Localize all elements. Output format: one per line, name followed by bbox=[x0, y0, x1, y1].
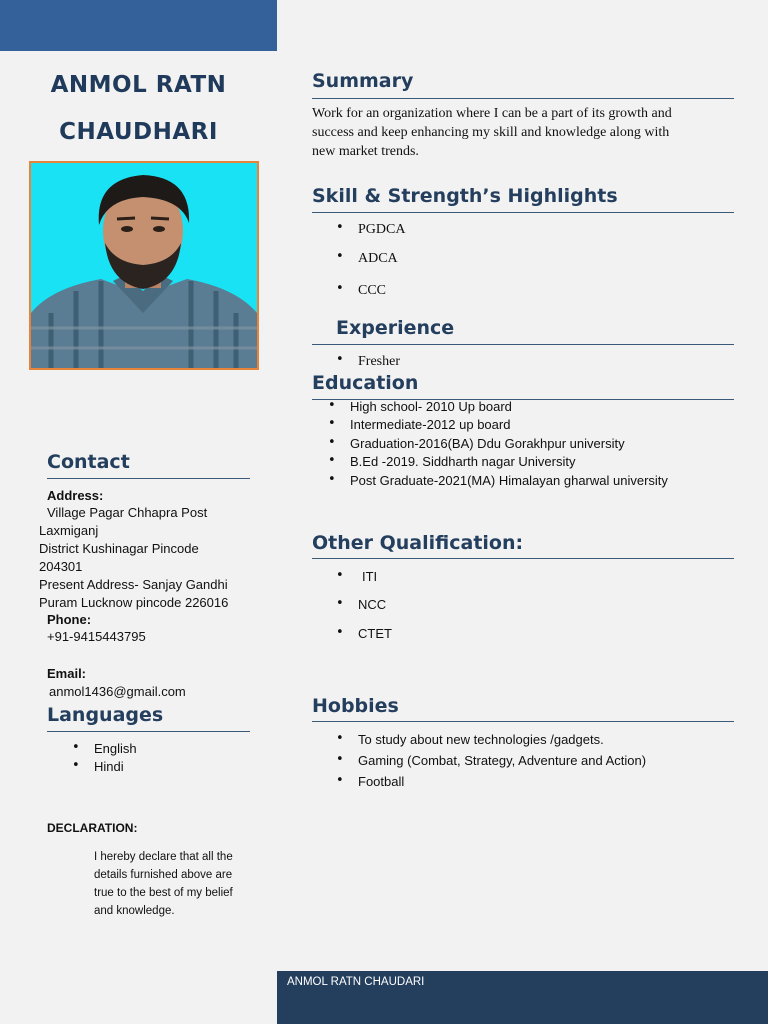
experience-heading: Experience bbox=[336, 317, 455, 339]
profile-photo-illustration bbox=[31, 163, 257, 368]
last-name: CHAUDHARI bbox=[59, 119, 218, 145]
languages-heading: Languages bbox=[47, 704, 164, 726]
qualification-item: ITI bbox=[362, 569, 378, 584]
experience-item: Fresher bbox=[358, 354, 400, 369]
bullet-icon: • bbox=[328, 435, 336, 450]
email-value: anmol1436@gmail.com bbox=[49, 684, 186, 699]
bullet-icon: • bbox=[328, 416, 336, 431]
qualification-item: NCC bbox=[358, 597, 387, 612]
address-line: District Kushinagar Pincode bbox=[39, 541, 199, 556]
education-item: Graduation-2016(BA) Ddu Gorakhpur university bbox=[350, 436, 625, 451]
bullet-icon: • bbox=[336, 625, 344, 640]
footer-name: ANMOL RATN CHAUDARI bbox=[287, 976, 425, 988]
phone-value: +91-9415443795 bbox=[47, 629, 146, 644]
language-item: English bbox=[94, 741, 137, 756]
declaration-line: true to the best of my belief bbox=[94, 887, 233, 899]
skill-item: PGDCA bbox=[358, 222, 406, 237]
bullet-icon: • bbox=[336, 731, 344, 746]
bullet-icon: • bbox=[328, 453, 336, 468]
skill-item: ADCA bbox=[358, 251, 398, 266]
skill-item: CCC bbox=[358, 283, 387, 298]
qualification-item: CTET bbox=[358, 626, 392, 641]
summary-line: success and keep enhancing my skill and knowledge along with bbox=[312, 125, 670, 140]
address-label: Address: bbox=[47, 488, 104, 503]
skills-divider bbox=[312, 212, 734, 213]
address-line: Present Address- Sanjay Gandhi bbox=[39, 577, 228, 592]
hobbies-heading: Hobbies bbox=[312, 695, 399, 717]
summary-heading: Summary bbox=[312, 70, 414, 92]
declaration-heading: DECLARATION: bbox=[47, 821, 138, 835]
profile-photo bbox=[29, 161, 259, 370]
hobbies-divider bbox=[312, 721, 734, 722]
summary-text bbox=[312, 104, 672, 161]
skills-heading: Skill & Strength’s Highlights bbox=[312, 185, 618, 207]
education-item: Post Graduate-2021(MA) Himalayan gharwal university bbox=[350, 473, 668, 488]
language-item: Hindi bbox=[94, 759, 124, 774]
education-heading: Education bbox=[312, 372, 419, 394]
bullet-icon: • bbox=[336, 773, 344, 788]
bullet-icon: • bbox=[336, 281, 344, 296]
phone-label: Phone: bbox=[47, 612, 92, 627]
contact-heading: Contact bbox=[47, 451, 130, 473]
bullet-icon: • bbox=[336, 352, 344, 367]
summary-divider bbox=[312, 98, 734, 99]
bullet-icon: • bbox=[72, 740, 80, 755]
education-item: High school- 2010 Up board bbox=[350, 399, 512, 414]
address-line: Puram Lucknow pincode 226016 bbox=[39, 595, 229, 610]
header-bar bbox=[0, 0, 277, 51]
summary-line: new market trends. bbox=[312, 144, 419, 159]
bullet-icon: • bbox=[336, 596, 344, 611]
bullet-icon: • bbox=[328, 472, 336, 487]
education-item: Intermediate-2012 up board bbox=[350, 417, 511, 432]
declaration-line: I hereby declare that all the bbox=[94, 851, 233, 863]
summary-line: Work for an organization where I can be a part of its growth and bbox=[312, 106, 672, 121]
bullet-icon: • bbox=[328, 398, 336, 413]
contact-divider bbox=[47, 478, 250, 479]
hobby-item: Gaming (Combat, Strategy, Adventure and Action) bbox=[358, 753, 647, 768]
bullet-icon: • bbox=[336, 568, 344, 583]
declaration-text bbox=[94, 848, 233, 920]
declaration-line: and knowledge. bbox=[94, 905, 175, 917]
bullet-icon: • bbox=[336, 752, 344, 767]
other-qualification-heading: Other Qualification: bbox=[312, 532, 524, 554]
hobby-item: Football bbox=[358, 774, 405, 789]
bullet-icon: • bbox=[336, 220, 344, 235]
languages-divider bbox=[47, 731, 250, 732]
address-line: 204301 bbox=[39, 559, 83, 574]
address-line: Laxmiganj bbox=[39, 523, 99, 538]
bullet-icon: • bbox=[72, 758, 80, 773]
first-name: ANMOL RATN bbox=[50, 72, 227, 98]
education-item: B.Ed -2019. Siddharth nagar University bbox=[350, 454, 576, 469]
email-label: Email: bbox=[47, 666, 87, 681]
other-qualification-divider bbox=[312, 558, 734, 559]
experience-divider bbox=[312, 344, 734, 345]
declaration-line: details furnished above are bbox=[94, 869, 233, 881]
address-line: Village Pagar Chhapra Post bbox=[47, 505, 208, 520]
hobby-item: To study about new technologies /gadgets. bbox=[358, 732, 604, 747]
bullet-icon: • bbox=[336, 249, 344, 264]
